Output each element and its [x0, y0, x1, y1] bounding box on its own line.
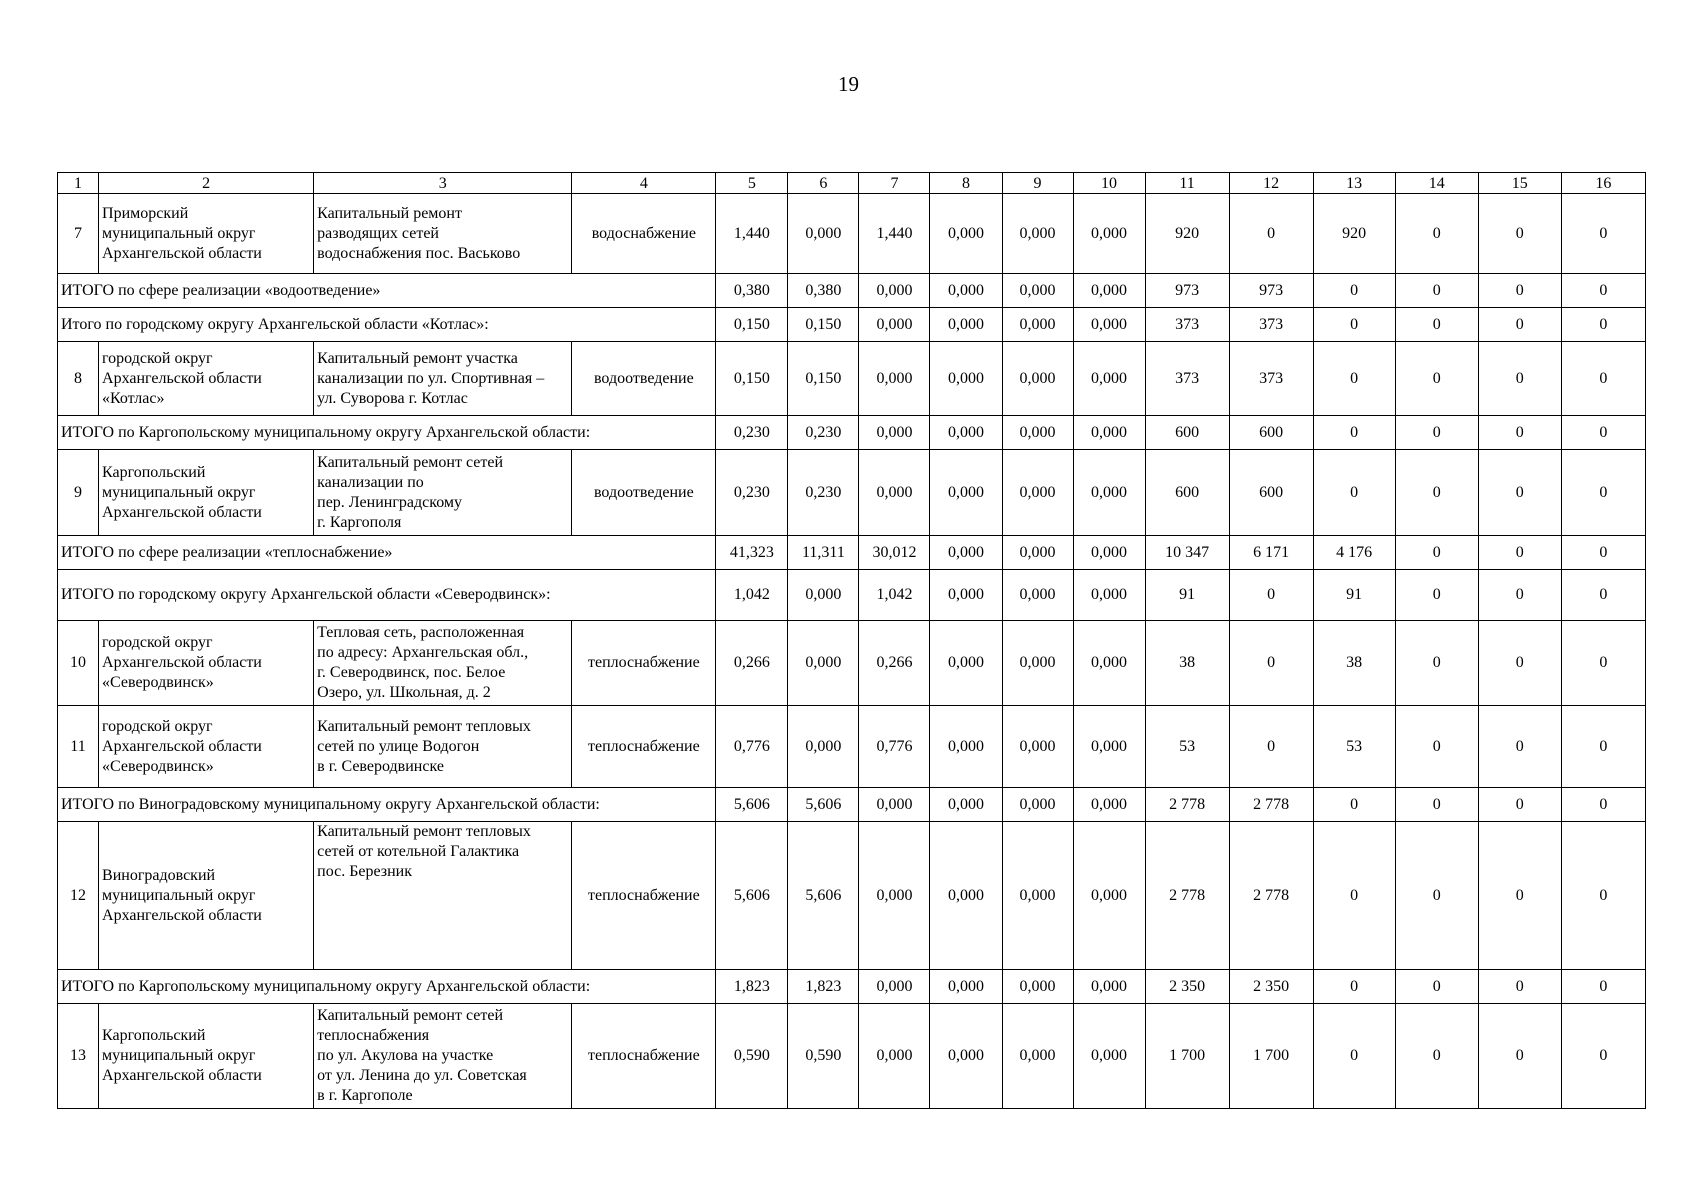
- value-cell: 0: [1478, 970, 1561, 1004]
- municipality-line: Архангельской области: [102, 1067, 262, 1084]
- value-cell: 0: [1313, 1004, 1395, 1109]
- description-line: г. Каргополя: [317, 513, 402, 531]
- value-cell: 0: [1395, 621, 1478, 706]
- value-cell: 0,000: [1002, 706, 1073, 788]
- value-cell: 0: [1395, 970, 1478, 1004]
- value-cell: 0,000: [1073, 308, 1145, 342]
- value-cell: 0: [1313, 822, 1395, 970]
- value-cell: 0,230: [788, 450, 859, 536]
- value-cell: 0,000: [930, 194, 1002, 274]
- total-row: [58, 536, 1646, 570]
- value-cell: 0: [1478, 274, 1561, 308]
- municipality-cell: [99, 822, 314, 970]
- value-cell: 0: [1561, 274, 1645, 308]
- value-cell: 0,380: [716, 274, 788, 308]
- value-cell: 41,323: [716, 536, 788, 570]
- column-header: 13: [1313, 173, 1395, 194]
- municipality-line: Архангельской области: [102, 654, 262, 671]
- value-cell: 920: [1145, 194, 1229, 274]
- value-cell: 4 176: [1313, 536, 1395, 570]
- description-line: канализации по: [317, 473, 424, 491]
- value-cell: 91: [1313, 570, 1395, 621]
- municipality-line: муниципальный округ: [102, 224, 256, 242]
- total-label: ИТОГО по городскому округу Архангельской области «Северодвинск»:: [58, 570, 716, 621]
- value-cell: 0,150: [716, 342, 788, 416]
- value-cell: 973: [1145, 274, 1229, 308]
- value-cell: 373: [1145, 342, 1229, 416]
- value-cell: 0: [1561, 536, 1645, 570]
- description-line: от ул. Ленина до ул. Советская: [317, 1067, 527, 1084]
- value-cell: 30,012: [859, 536, 930, 570]
- value-cell: 2 778: [1145, 788, 1229, 822]
- value-cell: 0,000: [930, 450, 1002, 536]
- municipality-line: Архангельской области: [102, 503, 262, 521]
- value-cell: 0: [1395, 308, 1478, 342]
- value-cell: 0,000: [1002, 570, 1073, 621]
- description-line: водоснабжения пос. Васьково: [317, 244, 521, 262]
- value-cell: 0: [1395, 788, 1478, 822]
- value-cell: 0,000: [1002, 274, 1073, 308]
- value-cell: 0: [1561, 621, 1645, 706]
- value-cell: 0: [1478, 1004, 1561, 1109]
- value-cell: 0,000: [859, 416, 930, 450]
- value-cell: 0,000: [788, 570, 859, 621]
- value-cell: 10 347: [1145, 536, 1229, 570]
- value-cell: 0: [1395, 416, 1478, 450]
- column-header: 7: [859, 173, 930, 194]
- total-row: [58, 416, 1646, 450]
- description-line: Капитальный ремонт тепловых: [317, 823, 531, 840]
- value-cell: 0: [1313, 416, 1395, 450]
- column-header: 16: [1561, 173, 1645, 194]
- value-cell: 920: [1313, 194, 1395, 274]
- value-cell: 1,440: [859, 194, 930, 274]
- total-label: ИТОГО по Виноградовскому муниципальному округу Архангельской области:: [58, 788, 716, 822]
- value-cell: 0,000: [1073, 342, 1145, 416]
- total-row: [58, 570, 1646, 621]
- value-cell: 0,000: [859, 788, 930, 822]
- value-cell: 2 778: [1145, 822, 1229, 970]
- total-row: [58, 308, 1646, 342]
- value-cell: 0,000: [930, 970, 1002, 1004]
- municipality-line: городской округ: [102, 717, 213, 735]
- value-cell: 0,000: [859, 342, 930, 416]
- value-cell: 0,000: [930, 788, 1002, 822]
- value-cell: 0: [1561, 822, 1645, 970]
- total-row: [58, 970, 1646, 1004]
- value-cell: 5,606: [788, 788, 859, 822]
- row-number: 7: [58, 194, 99, 274]
- value-cell: 0: [1478, 788, 1561, 822]
- row-number: 11: [58, 706, 99, 788]
- value-cell: 0,000: [1073, 450, 1145, 536]
- value-cell: 0,000: [1002, 788, 1073, 822]
- row-number: 8: [58, 342, 99, 416]
- value-cell: 38: [1145, 621, 1229, 706]
- description-line: пер. Ленинградскому: [317, 493, 463, 511]
- value-cell: 0,776: [716, 706, 788, 788]
- value-cell: 0,000: [1073, 416, 1145, 450]
- municipality-line: Виноградовский: [102, 866, 216, 884]
- value-cell: 0,000: [930, 621, 1002, 706]
- value-cell: 0,000: [859, 822, 930, 970]
- value-cell: 0,000: [1002, 536, 1073, 570]
- description-line: ул. Суворова г. Котлас: [317, 389, 468, 407]
- value-cell: 0,000: [1073, 970, 1145, 1004]
- value-cell: 0,000: [1073, 788, 1145, 822]
- column-header: 12: [1229, 173, 1313, 194]
- value-cell: 0,000: [788, 194, 859, 274]
- total-label: ИТОГО по Каргопольскому муниципальному округу Архангельской области:: [58, 416, 716, 450]
- municipality-line: Приморский: [102, 204, 189, 222]
- sphere-cell: теплоснабжение: [572, 1004, 716, 1109]
- column-header: 1: [58, 173, 99, 194]
- table-row: [58, 450, 1646, 536]
- municipality-line: «Котлас»: [102, 389, 165, 407]
- value-cell: 0,150: [788, 342, 859, 416]
- row-number: 10: [58, 621, 99, 706]
- value-cell: 0: [1313, 308, 1395, 342]
- value-cell: 0,230: [788, 416, 859, 450]
- value-cell: 0,000: [1073, 822, 1145, 970]
- value-cell: 0,000: [859, 970, 930, 1004]
- description-line: Капитальный ремонт: [317, 204, 462, 222]
- value-cell: 373: [1145, 308, 1229, 342]
- municipality-line: городской округ: [102, 634, 213, 651]
- value-cell: 0: [1395, 570, 1478, 621]
- description-line: канализации по ул. Спортивная –: [317, 369, 545, 387]
- value-cell: 0,000: [1002, 342, 1073, 416]
- total-row: [58, 274, 1646, 308]
- description-line: по ул. Акулова на участке: [317, 1047, 494, 1064]
- value-cell: 0,000: [1002, 194, 1073, 274]
- value-cell: 973: [1229, 274, 1313, 308]
- municipality-line: «Северодвинск»: [102, 674, 214, 691]
- value-cell: 5,606: [716, 788, 788, 822]
- value-cell: 0: [1395, 342, 1478, 416]
- value-cell: 0,000: [1073, 274, 1145, 308]
- table-row: [58, 822, 1646, 970]
- value-cell: 0,000: [1073, 536, 1145, 570]
- value-cell: 0: [1561, 194, 1645, 274]
- municipality-cell: [99, 194, 314, 274]
- description-cell: [314, 450, 572, 536]
- description-line: Капитальный ремонт участка: [317, 349, 518, 367]
- value-cell: 600: [1229, 416, 1313, 450]
- municipality-line: городской округ: [102, 349, 213, 367]
- value-cell: 0,000: [930, 342, 1002, 416]
- municipality-line: Каргопольский: [102, 1027, 206, 1044]
- value-cell: 0: [1395, 450, 1478, 536]
- value-cell: 0,590: [788, 1004, 859, 1109]
- total-label: Итого по городскому округу Архангельской области «Котлас»:: [58, 308, 716, 342]
- municipality-cell: [99, 621, 314, 706]
- value-cell: 0: [1561, 450, 1645, 536]
- value-cell: 0,000: [1073, 570, 1145, 621]
- value-cell: 0: [1478, 308, 1561, 342]
- value-cell: 1 700: [1229, 1004, 1313, 1109]
- value-cell: 0,230: [716, 450, 788, 536]
- column-header: 3: [314, 173, 572, 194]
- municipality-line: муниципальный округ: [102, 886, 256, 904]
- value-cell: 1,042: [859, 570, 930, 621]
- value-cell: 0: [1561, 342, 1645, 416]
- column-header: 8: [930, 173, 1002, 194]
- value-cell: 5,606: [788, 822, 859, 970]
- total-row: [58, 788, 1646, 822]
- value-cell: 0,776: [859, 706, 930, 788]
- description-line: Озеро, ул. Школьная, д. 2: [317, 684, 491, 701]
- value-cell: 1,440: [716, 194, 788, 274]
- value-cell: 0,000: [859, 1004, 930, 1109]
- sphere-cell: водоснабжение: [572, 194, 716, 274]
- value-cell: 0,000: [1002, 822, 1073, 970]
- value-cell: 0,000: [1073, 706, 1145, 788]
- description-cell: [314, 706, 572, 788]
- value-cell: 0: [1478, 450, 1561, 536]
- total-label: ИТОГО по Каргопольскому муниципальному округу Архангельской области:: [58, 970, 716, 1004]
- municipality-cell: [99, 706, 314, 788]
- value-cell: 0: [1478, 570, 1561, 621]
- value-cell: 0: [1313, 788, 1395, 822]
- value-cell: 0: [1229, 621, 1313, 706]
- value-cell: 0: [1478, 342, 1561, 416]
- value-cell: 2 350: [1145, 970, 1229, 1004]
- value-cell: 0,000: [859, 450, 930, 536]
- description-line: в г. Каргополе: [317, 1087, 413, 1104]
- value-cell: 0: [1313, 970, 1395, 1004]
- value-cell: 0: [1478, 822, 1561, 970]
- value-cell: 0,000: [1002, 450, 1073, 536]
- description-line: Тепловая сеть, расположенная: [317, 624, 525, 641]
- value-cell: 53: [1145, 706, 1229, 788]
- total-label: ИТОГО по сфере реализации «водоотведение»: [58, 274, 716, 308]
- value-cell: 373: [1229, 342, 1313, 416]
- value-cell: 0: [1478, 536, 1561, 570]
- sphere-cell: водоотведение: [572, 450, 716, 536]
- municipality-line: Архангельской области: [102, 244, 262, 262]
- sphere-cell: теплоснабжение: [572, 822, 716, 970]
- value-cell: 0: [1395, 706, 1478, 788]
- data-table: [57, 172, 1646, 1109]
- value-cell: 0: [1478, 621, 1561, 706]
- municipality-line: Каргопольский: [102, 463, 206, 481]
- value-cell: 53: [1313, 706, 1395, 788]
- value-cell: 38: [1313, 621, 1395, 706]
- value-cell: 0,230: [716, 416, 788, 450]
- description-cell: [314, 822, 572, 970]
- table-row: [58, 194, 1646, 274]
- table-row: [58, 1004, 1646, 1109]
- value-cell: 0,000: [930, 536, 1002, 570]
- value-cell: 0,000: [930, 570, 1002, 621]
- column-header: 11: [1145, 173, 1229, 194]
- sphere-cell: теплоснабжение: [572, 621, 716, 706]
- value-cell: 0,000: [930, 1004, 1002, 1109]
- value-cell: 0: [1561, 788, 1645, 822]
- municipality-line: муниципальный округ: [102, 483, 256, 501]
- municipality-line: муниципальный округ: [102, 1047, 256, 1064]
- table-row: [58, 621, 1646, 706]
- municipality-cell: [99, 1004, 314, 1109]
- table-row: [58, 342, 1646, 416]
- value-cell: 0: [1561, 416, 1645, 450]
- column-header: 10: [1073, 173, 1145, 194]
- value-cell: 0,380: [788, 274, 859, 308]
- column-header: 9: [1002, 173, 1073, 194]
- municipality-line: «Северодвинск»: [102, 757, 214, 775]
- description-line: в г. Северодвинске: [317, 757, 444, 775]
- column-header: 6: [788, 173, 859, 194]
- value-cell: 1,042: [716, 570, 788, 621]
- value-cell: 0,000: [930, 308, 1002, 342]
- value-cell: 0: [1229, 706, 1313, 788]
- value-cell: 0: [1395, 1004, 1478, 1109]
- description-line: Капитальный ремонт тепловых: [317, 717, 531, 735]
- page-number: 19: [838, 72, 859, 96]
- value-cell: 0,150: [716, 308, 788, 342]
- value-cell: 2 778: [1229, 822, 1313, 970]
- value-cell: 0,000: [1002, 308, 1073, 342]
- value-cell: 6 171: [1229, 536, 1313, 570]
- header-row: [58, 173, 1646, 194]
- municipality-line: Архангельской области: [102, 737, 262, 755]
- value-cell: 0,000: [930, 706, 1002, 788]
- value-cell: 2 350: [1229, 970, 1313, 1004]
- value-cell: 0,266: [716, 621, 788, 706]
- value-cell: 0,000: [859, 274, 930, 308]
- value-cell: 0,000: [1002, 416, 1073, 450]
- column-header: 15: [1478, 173, 1561, 194]
- value-cell: 0: [1395, 274, 1478, 308]
- value-cell: 0: [1229, 570, 1313, 621]
- sphere-cell: теплоснабжение: [572, 706, 716, 788]
- description-line: Капитальный ремонт сетей: [317, 453, 504, 471]
- value-cell: 0: [1395, 822, 1478, 970]
- value-cell: 0: [1561, 308, 1645, 342]
- value-cell: 0: [1561, 970, 1645, 1004]
- municipality-cell: [99, 342, 314, 416]
- row-number: 9: [58, 450, 99, 536]
- table-row: [58, 706, 1646, 788]
- description-line: сетей по улице Водогон: [317, 737, 480, 755]
- municipality-cell: [99, 450, 314, 536]
- value-cell: 0: [1561, 1004, 1645, 1109]
- value-cell: 0,000: [1002, 1004, 1073, 1109]
- municipality-line: Архангельской области: [102, 369, 262, 387]
- value-cell: 0: [1561, 570, 1645, 621]
- value-cell: 0,000: [788, 621, 859, 706]
- value-cell: 91: [1145, 570, 1229, 621]
- value-cell: 0,000: [1073, 621, 1145, 706]
- value-cell: 0,000: [859, 308, 930, 342]
- description-cell: [314, 342, 572, 416]
- value-cell: 0,000: [930, 274, 1002, 308]
- value-cell: 11,311: [788, 536, 859, 570]
- description-cell: [314, 1004, 572, 1109]
- value-cell: 600: [1145, 450, 1229, 536]
- value-cell: 0: [1313, 274, 1395, 308]
- value-cell: 0: [1478, 416, 1561, 450]
- value-cell: 0,000: [930, 822, 1002, 970]
- value-cell: 0,000: [930, 416, 1002, 450]
- value-cell: 373: [1229, 308, 1313, 342]
- description-line: г. Северодвинск, пос. Белое: [317, 664, 506, 681]
- value-cell: 0: [1478, 194, 1561, 274]
- value-cell: 0: [1478, 706, 1561, 788]
- value-cell: 2 778: [1229, 788, 1313, 822]
- value-cell: 0: [1313, 342, 1395, 416]
- column-header: 4: [572, 173, 716, 194]
- value-cell: 1,823: [716, 970, 788, 1004]
- total-label: ИТОГО по сфере реализации «теплоснабжение»: [58, 536, 716, 570]
- value-cell: 0,150: [788, 308, 859, 342]
- value-cell: 5,606: [716, 822, 788, 970]
- column-header: 2: [99, 173, 314, 194]
- description-line: пос. Березник: [317, 863, 413, 880]
- value-cell: 0: [1313, 450, 1395, 536]
- description-line: Капитальный ремонт сетей: [317, 1007, 504, 1024]
- value-cell: 0,000: [1002, 970, 1073, 1004]
- value-cell: 600: [1145, 416, 1229, 450]
- value-cell: 1 700: [1145, 1004, 1229, 1109]
- value-cell: 0,000: [1002, 621, 1073, 706]
- column-header: 5: [716, 173, 788, 194]
- column-header: 14: [1395, 173, 1478, 194]
- row-number: 13: [58, 1004, 99, 1109]
- municipality-line: Архангельской области: [102, 906, 262, 924]
- sphere-cell: водоотведение: [572, 342, 716, 416]
- value-cell: 0,000: [788, 706, 859, 788]
- value-cell: 0,000: [1073, 1004, 1145, 1109]
- row-number: 12: [58, 822, 99, 970]
- value-cell: 0: [1229, 194, 1313, 274]
- value-cell: 0,590: [716, 1004, 788, 1109]
- value-cell: 0: [1395, 194, 1478, 274]
- value-cell: 0: [1561, 706, 1645, 788]
- value-cell: 0: [1395, 536, 1478, 570]
- value-cell: 600: [1229, 450, 1313, 536]
- description-line: теплоснабжения: [317, 1027, 430, 1044]
- description-line: разводящих сетей: [317, 224, 439, 242]
- value-cell: 0,266: [859, 621, 930, 706]
- value-cell: 1,823: [788, 970, 859, 1004]
- value-cell: 0,000: [1073, 194, 1145, 274]
- description-cell: [314, 194, 572, 274]
- description-line: сетей от котельной Галактика: [317, 843, 520, 860]
- description-line: по адресу: Архангельская обл.,: [317, 644, 529, 661]
- description-cell: [314, 621, 572, 706]
